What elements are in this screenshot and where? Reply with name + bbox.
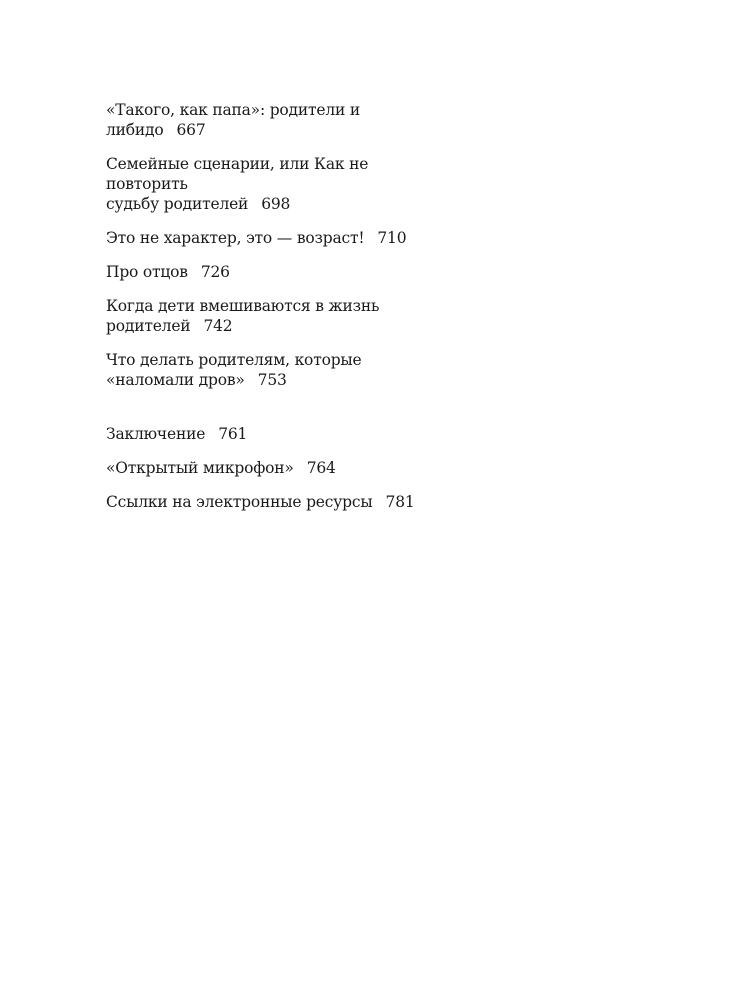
toc-entry — [106, 154, 436, 214]
toc-entry-page: 764 — [306, 459, 336, 477]
toc-entry-page: 742 — [203, 317, 233, 335]
toc-entry — [106, 100, 436, 140]
toc-entry — [106, 492, 436, 512]
toc-entry-page: 753 — [257, 371, 287, 389]
toc-group-chapter-end — [106, 100, 436, 390]
toc-entry-title: Ссылки на электронные ресурсы — [106, 493, 373, 511]
toc-entry-page: 781 — [385, 493, 415, 511]
table-of-contents — [106, 100, 436, 512]
toc-entry-title: Заключение — [106, 425, 206, 443]
toc-entry-title: «Такого, как папа»: родители и либидо — [106, 101, 361, 139]
toc-entry-page: 761 — [218, 425, 248, 443]
toc-entry — [106, 228, 436, 248]
toc-entry-title: Семейные сценарии, или Как не повторить судьбу родителей — [106, 155, 369, 213]
toc-entry — [106, 262, 436, 282]
toc-entry-title: Это не характер, это — возраст! — [106, 229, 365, 247]
toc-entry-title: Про отцов — [106, 263, 188, 281]
toc-group-back-matter — [106, 424, 436, 512]
toc-entry-page: 667 — [176, 121, 206, 139]
toc-entry-title: «Открытый микрофон» — [106, 459, 294, 477]
toc-entry — [106, 424, 436, 444]
toc-entry-title: Что делать родителям, которые «наломали дров» — [106, 351, 362, 389]
toc-entry — [106, 458, 436, 478]
toc-entry-page: 710 — [377, 229, 407, 247]
toc-entry — [106, 350, 436, 390]
toc-entry — [106, 296, 436, 336]
toc-entry-page: 698 — [261, 195, 291, 213]
toc-entry-page: 726 — [200, 263, 230, 281]
toc-entry-title: Когда дети вмешиваются в жизнь родителей — [106, 297, 380, 335]
